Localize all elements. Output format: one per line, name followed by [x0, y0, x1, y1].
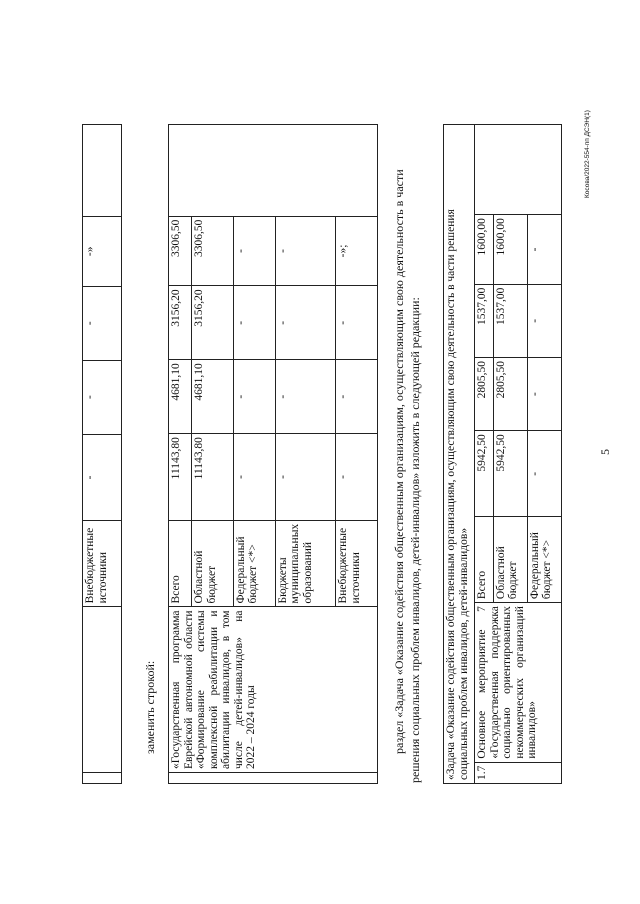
- table-cell-label: Областной бюджет: [192, 520, 234, 607]
- table-row: [444, 125, 475, 784]
- paragraph-line-1: раздел «Задача «Оказание содействия общественным организациям, осуществляющим свою деятельность в части: [392, 169, 406, 754]
- table-cell-empty: [169, 125, 378, 217]
- table-cell-value: 1600,00: [475, 215, 494, 284]
- table-cell-value: 5942,50: [475, 431, 494, 517]
- table-cell-value: -: [336, 434, 378, 521]
- replace-text: заменить строкой:: [143, 660, 157, 754]
- event-line: Основное мероприятие 7: [476, 606, 488, 759]
- table-cell-label: Внебюджетные источники: [83, 521, 122, 607]
- table-cell-value: 5942,50: [493, 431, 527, 517]
- event-line: некоммерческих организаций: [513, 606, 526, 759]
- table-new-section: [443, 124, 562, 784]
- table-cell-value: -: [233, 434, 275, 521]
- table-cell-value: -: [275, 216, 335, 286]
- table-cell-value: -: [336, 286, 378, 360]
- table-cell-empty: [83, 773, 122, 784]
- section-header-cell: [444, 125, 475, 784]
- table-cell-value: -: [83, 360, 122, 434]
- table-cell-value: -»: [83, 216, 122, 286]
- table-cell-value: 2805,50: [493, 357, 527, 430]
- table-cell-value: 3156,20: [169, 286, 192, 360]
- paragraph-line-2: решения социальных проблем инвалидов, детей-инвалидов» изложить в следующей редакции:: [408, 297, 422, 783]
- table-cell-value: 4681,10: [169, 360, 192, 434]
- table-replacement: [168, 124, 378, 784]
- event-line: «Государственная поддержка: [488, 606, 501, 759]
- table-cell-value: -: [527, 284, 561, 357]
- page-number: 5: [598, 449, 612, 455]
- table-cell-value: 4681,10: [192, 360, 234, 434]
- table-row: [475, 125, 494, 784]
- event-line: социально ориентированных: [501, 606, 513, 759]
- table-cell-value: -»;: [336, 216, 378, 286]
- table-cell-label: Внебюджетные источники: [336, 520, 378, 607]
- table-cell-label: Областной бюджет: [493, 517, 527, 603]
- table-cell-value: -: [527, 357, 561, 430]
- table-row: [83, 125, 122, 784]
- table-cell-value: 3156,20: [192, 286, 234, 360]
- table-cell-value: 1537,00: [475, 284, 494, 357]
- table-cell-value: -: [233, 216, 275, 286]
- table-cell-label: Всего: [169, 520, 192, 607]
- table-cell-value: -: [275, 286, 335, 360]
- table-cell-value: 2805,50: [475, 357, 494, 430]
- table-cell-empty: [475, 125, 562, 215]
- table-cell-value: 11143,80: [169, 434, 192, 521]
- table-cell-value: -: [233, 286, 275, 360]
- table-previous-row: [82, 124, 122, 784]
- event-name-cell: [475, 603, 562, 763]
- program-name-cell: «Государственная программа Еврейской автономной области «Формирование системы комплексной реабилитации и абилитации инвалидов, в том числе детей-инвалидов» на 2022 – 2024 годы: [169, 607, 378, 773]
- table-cell-value: 1537,00: [493, 284, 527, 357]
- table-cell-value: 11143,80: [192, 434, 234, 521]
- section-header-line-2: социальных проблем инвалидов, детей-инвалидов»: [457, 527, 470, 780]
- section-header-line-1: «Задача «Оказание содействия общественным организациям, осуществляющим свою деятельность в части решения: [445, 209, 457, 780]
- table-cell-label: Бюджеты муниципальных образований: [275, 520, 335, 607]
- table-cell-value: -: [233, 360, 275, 434]
- table-cell-value: -: [336, 360, 378, 434]
- table-cell-value: -: [275, 434, 335, 521]
- table-cell-label: Федеральный бюджет <*>: [233, 520, 275, 607]
- table-cell-value: -: [275, 360, 335, 434]
- table-cell-empty: [83, 607, 122, 773]
- table-cell-value: -: [527, 431, 561, 517]
- table-cell-value: -: [527, 215, 561, 284]
- table-cell-value: -: [83, 434, 122, 521]
- table-cell-label: Федеральный бюджет <*>: [527, 517, 561, 603]
- table-cell-value: 3306,50: [169, 216, 192, 286]
- table-cell-value: 1600,00: [493, 215, 527, 284]
- table-cell-empty: [83, 125, 122, 217]
- table-row: [169, 125, 192, 784]
- footer-code: Косова/2022-554-пп ДСЭН(1): [584, 110, 591, 198]
- table-cell-value: -: [83, 286, 122, 360]
- item-number-cell: 1.7: [475, 762, 562, 783]
- table-cell-empty: [169, 773, 378, 784]
- table-cell-value: 3306,50: [192, 216, 234, 286]
- event-line: инвалидов»: [526, 701, 538, 759]
- table-cell-label: Всего: [475, 517, 494, 603]
